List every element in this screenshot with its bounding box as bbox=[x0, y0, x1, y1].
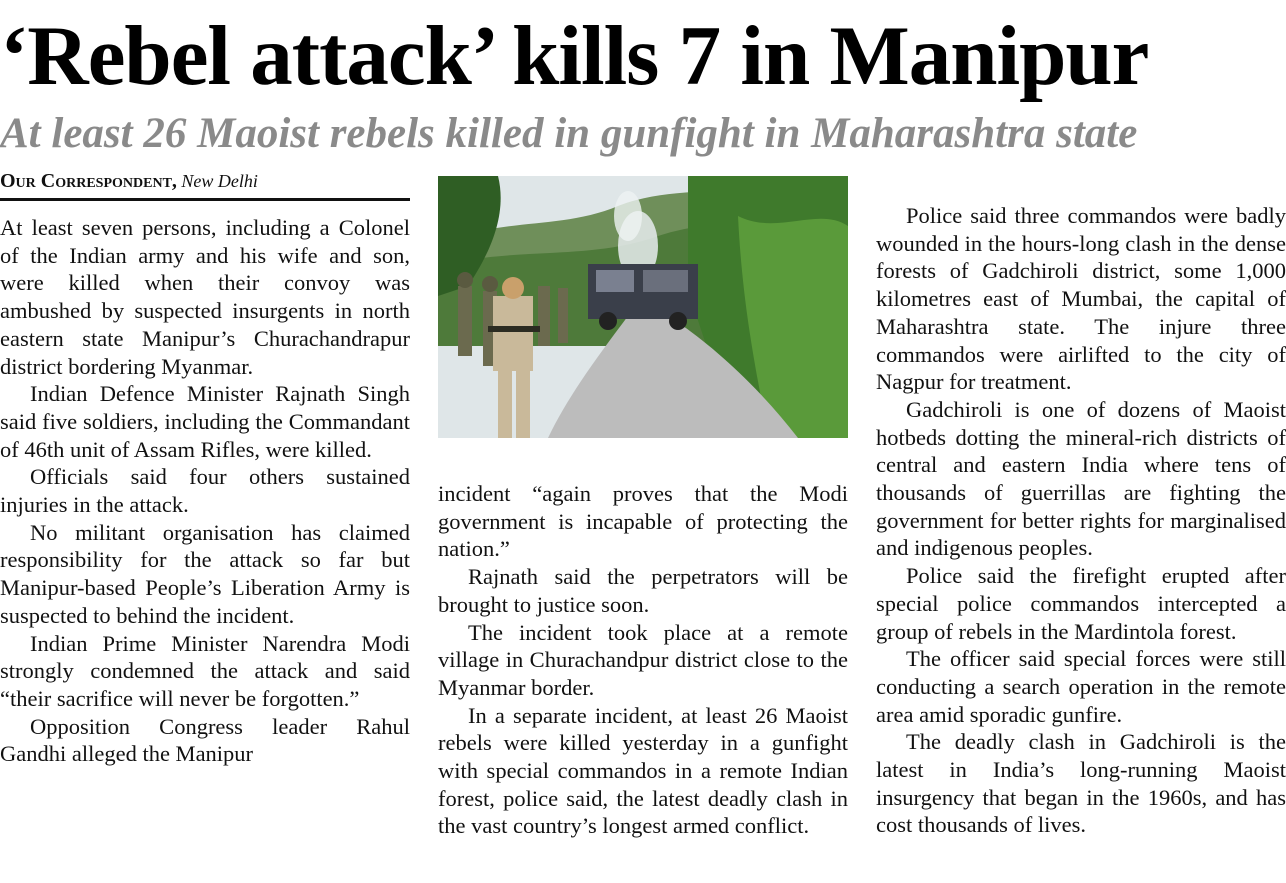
paragraph: In a separate incident, at least 26 Maoist rebels were killed yesterday in a gunfight with special commandos in a remote Indian forest, police said, the latest deadly clash in the vast country’s longest armed conflict. bbox=[438, 702, 848, 839]
paragraph: No militant organisation has claimed responsibility for the attack so far but Manipur-based People’s Liberation Army is suspected to behind the incident. bbox=[0, 519, 410, 628]
byline-name: Our Correspondent, bbox=[0, 170, 177, 192]
news-photo bbox=[438, 176, 848, 438]
paragraph: The officer said special forces were still conducting a search operation in the remote area amid sporadic gunfire. bbox=[876, 646, 1286, 727]
paragraph: The incident took place at a remote village in Churachandpur district close to the Myanmar border. bbox=[438, 619, 848, 700]
paragraph: incident “again proves that the Modi government is incapable of protecting the nation.” bbox=[438, 481, 848, 562]
paragraph: Indian Prime Minister Narendra Modi strongly condemned the attack and said “their sacrifice will never be forgotten.” bbox=[0, 630, 410, 711]
paragraph: Police said three commandos were badly wounded in the hours-long clash in the dense forests of Gadchiroli district, some 1,000 kilometres east of Mumbai, the capital of Maharashtra state. The injure three commandos were airlifted to the city of Nagpur for treatment. bbox=[876, 203, 1286, 395]
byline bbox=[0, 168, 410, 201]
headline: ‘Rebel attack’ kills 7 in Manipur bbox=[0, 9, 1149, 103]
paragraph: Gadchiroli is one of dozens of Maoist hotbeds dotting the mineral-rich districts of central and eastern India where tens of thousands of guerrillas are fighting the government for better rights for marginalised and indigenous peoples. bbox=[876, 396, 1286, 561]
article-column-1 bbox=[0, 214, 410, 768]
article-column-3 bbox=[876, 202, 1286, 839]
subheadline: At least 26 Maoist rebels killed in gunfight in Maharashtra state bbox=[0, 110, 1138, 157]
paragraph: Rajnath said the perpetrators will be brought to justice soon. bbox=[438, 564, 848, 617]
byline-location: New Delhi bbox=[181, 171, 258, 191]
paragraph: Officials said four others sustained injuries in the attack. bbox=[0, 464, 410, 518]
paragraph: At least seven persons, including a Colonel of the Indian army and his wife and son, were killed when their convoy was ambushed by suspected insurgents in north eastern state Manipur’s Churachandrapur district bordering Myanmar. bbox=[0, 215, 410, 379]
article-column-2 bbox=[438, 480, 848, 840]
paragraph: Opposition Congress leader Rahul Gandhi alleged the Manipur bbox=[0, 713, 410, 767]
paragraph: The deadly clash in Gadchiroli is the latest in India’s long-running Maoist insurgency that began in the 1960s, and has cost thousands of lives. bbox=[876, 729, 1286, 838]
paragraph: Indian Defence Minister Rajnath Singh said five soldiers, including the Commandant of 46th unit of Assam Rifles, were killed. bbox=[0, 381, 410, 462]
paragraph: Police said the firefight erupted after special police commandos intercepted a group of rebels in the Mardintola forest. bbox=[876, 563, 1286, 644]
